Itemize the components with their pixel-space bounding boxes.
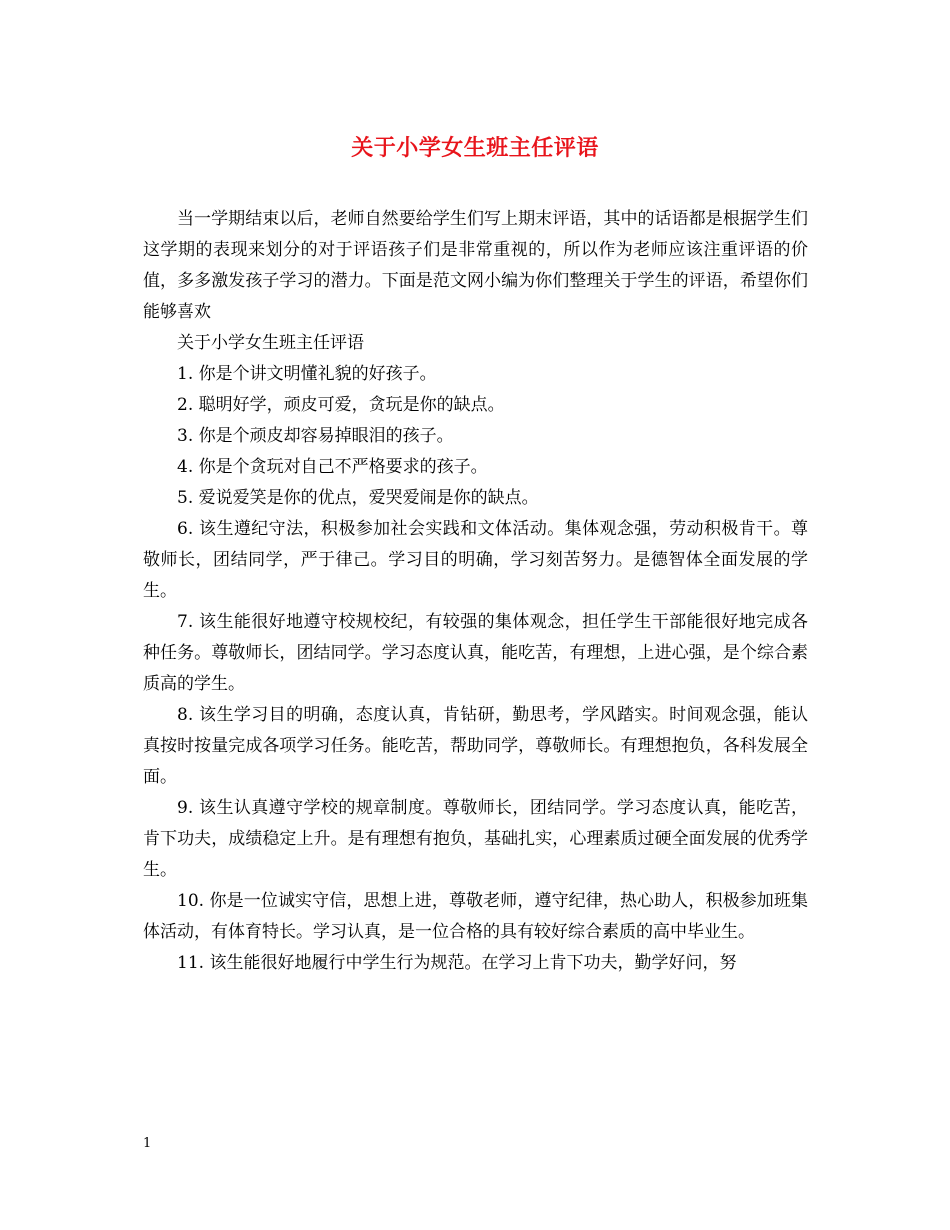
list-item: 6. 该生遵纪守法，积极参加社会实践和文体活动。集体观念强，劳动积极肯干。尊敬师长，团结同学，严于律己。学习目的明确，学习刻苦努力。是德智体全面发展的学生。 xyxy=(143,519,808,601)
list-item: 3. 你是个顽皮却容易掉眼泪的孩子。 xyxy=(177,426,454,446)
list-item: 4. 你是个贪玩对自己不严格要求的孩子。 xyxy=(177,457,488,477)
subheading: 关于小学女生班主任评语 xyxy=(177,333,364,353)
intro-paragraph: 当一学期结束以后，老师自然要给学生们写上期末评语，其中的话语都是根据学生们这学期的表现来划分的对于评语孩子们是非常重视的，所以作为老师应该注重评语的价值，多多激发孩子学习的潜力。下面是范文网小编为你们整理关于学生的评语，希望你们能够喜欢 xyxy=(143,209,808,322)
list-item: 8. 该生学习目的明确，态度认真，肯钻研，勤思考，学风踏实。时间观念强，能认真按时按量完成各项学习任务。能吃苦，帮助同学，尊敬师长。有理想抱负，各科发展全面。 xyxy=(143,705,808,787)
page-number: 1 xyxy=(143,1136,152,1151)
list-item: 7. 该生能很好地遵守校规校纪，有较强的集体观念，担任学生干部能很好地完成各种任务。尊敬师长，团结同学。学习态度认真，能吃苦，有理想，上进心强，是个综合素质高的学生。 xyxy=(143,612,808,694)
list-item: 5. 爱说爱笑是你的优点，爱哭爱闹是你的缺点。 xyxy=(177,488,539,508)
document-title: 关于小学女生班主任评语 xyxy=(351,135,599,161)
list-item: 2. 聪明好学，顽皮可爱，贪玩是你的缺点。 xyxy=(177,395,505,415)
list-item: 9. 该生认真遵守学校的规章制度。尊敬师长，团结同学。学习态度认真，能吃苦，肯下功夫，成绩稳定上升。是有理想有抱负，基础扎实，心理素质过硬全面发展的优秀学生。 xyxy=(143,798,808,880)
list-item: 1. 你是个讲文明懂礼貌的好孩子。 xyxy=(177,364,437,384)
list-item: 11. 该生能很好地履行中学生行为规范。在学习上肯下功夫，勤学好问，努 xyxy=(177,953,737,973)
list-item: 10. 你是一位诚实守信，思想上进，尊敬老师，遵守纪律，热心助人，积极参加班集体活动，有体育特长。学习认真，是一位合格的具有较好综合素质的高中毕业生。 xyxy=(143,891,808,942)
document-body xyxy=(143,204,808,979)
